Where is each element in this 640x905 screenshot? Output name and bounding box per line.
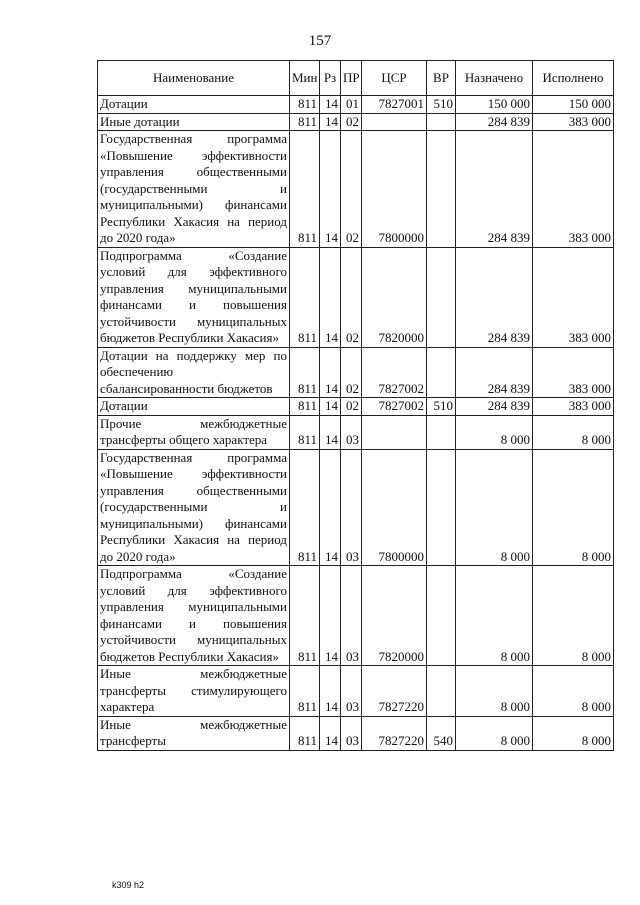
- row-executed-cell: 383 000: [533, 247, 614, 347]
- row-name-cell: Прочие межбюджетные трансферты общего характера: [98, 415, 290, 449]
- row-name-cell: Дотации: [98, 96, 290, 114]
- row-name-cell: Иные дотации: [98, 113, 290, 131]
- row-min-cell: 811: [290, 247, 320, 347]
- row-min-cell: 811: [290, 131, 320, 248]
- row-csr-cell: 7827220: [362, 716, 427, 750]
- row-assigned-cell: 8 000: [456, 415, 533, 449]
- row-executed-cell: 8 000: [533, 666, 614, 717]
- table-row: [98, 716, 614, 750]
- header-min: Мин: [290, 61, 320, 96]
- row-csr-cell: 7827002: [362, 347, 427, 398]
- row-name-cell: Иные межбюджетные трансферты стимулирующего характера: [98, 666, 290, 717]
- row-pr-cell: 03: [341, 566, 362, 666]
- header-csr: ЦСР: [362, 61, 427, 96]
- row-pr-cell: 03: [341, 716, 362, 750]
- row-assigned-cell: 8 000: [456, 716, 533, 750]
- row-pr-cell: 02: [341, 113, 362, 131]
- table-row: [98, 666, 614, 717]
- row-csr-cell: 7820000: [362, 247, 427, 347]
- row-csr-cell: 7800000: [362, 449, 427, 566]
- row-name-cell: Иные межбюджетные трансферты: [98, 716, 290, 750]
- row-min-cell: 811: [290, 666, 320, 717]
- row-min-cell: 811: [290, 113, 320, 131]
- row-vr-cell: [427, 449, 456, 566]
- table-row: [98, 415, 614, 449]
- row-rz-cell: 14: [320, 398, 341, 416]
- table-body: [98, 96, 614, 751]
- row-csr-cell: 7827001: [362, 96, 427, 114]
- row-vr-cell: [427, 415, 456, 449]
- row-pr-cell: 02: [341, 247, 362, 347]
- row-assigned-cell: 284 839: [456, 131, 533, 248]
- row-pr-cell: 02: [341, 347, 362, 398]
- row-rz-cell: 14: [320, 566, 341, 666]
- row-rz-cell: 14: [320, 247, 341, 347]
- row-name-cell: Дотации: [98, 398, 290, 416]
- row-name-cell: Государственная программа «Повышение эффективности управления общественными (государственными и муниципальными) финансами Республики Хакасия на период до 2020 года»: [98, 449, 290, 566]
- header-vr: ВР: [427, 61, 456, 96]
- row-csr-cell: 7827002: [362, 398, 427, 416]
- row-vr-cell: 510: [427, 398, 456, 416]
- header-executed: Исполнено: [533, 61, 614, 96]
- row-assigned-cell: 150 000: [456, 96, 533, 114]
- header-name: Наименование: [98, 61, 290, 96]
- row-rz-cell: 14: [320, 347, 341, 398]
- row-vr-cell: [427, 666, 456, 717]
- table-row: [98, 131, 614, 248]
- table-row: [98, 566, 614, 666]
- row-csr-cell: [362, 415, 427, 449]
- footer-code: k309 h2: [112, 880, 145, 890]
- row-assigned-cell: 284 839: [456, 347, 533, 398]
- table-row: [98, 96, 614, 114]
- row-name-cell: Дотации на поддержку мер по обеспечению сбалансированности бюджетов: [98, 347, 290, 398]
- row-csr-cell: [362, 113, 427, 131]
- row-rz-cell: 14: [320, 96, 341, 114]
- row-assigned-cell: 284 839: [456, 398, 533, 416]
- row-min-cell: 811: [290, 415, 320, 449]
- row-executed-cell: 150 000: [533, 96, 614, 114]
- row-rz-cell: 14: [320, 716, 341, 750]
- table-header-row: [98, 61, 614, 96]
- table-row: [98, 247, 614, 347]
- table-row: [98, 398, 614, 416]
- row-assigned-cell: 284 839: [456, 113, 533, 131]
- header-assigned: Назначено: [456, 61, 533, 96]
- row-vr-cell: [427, 131, 456, 248]
- row-pr-cell: 03: [341, 415, 362, 449]
- row-pr-cell: 01: [341, 96, 362, 114]
- row-csr-cell: 7820000: [362, 566, 427, 666]
- row-vr-cell: 540: [427, 716, 456, 750]
- row-min-cell: 811: [290, 96, 320, 114]
- header-pr: ПР: [341, 61, 362, 96]
- row-rz-cell: 14: [320, 131, 341, 248]
- row-vr-cell: 510: [427, 96, 456, 114]
- row-vr-cell: [427, 113, 456, 131]
- row-assigned-cell: 8 000: [456, 566, 533, 666]
- budget-table: [97, 60, 614, 751]
- table-row: [98, 449, 614, 566]
- row-assigned-cell: 8 000: [456, 666, 533, 717]
- row-pr-cell: 02: [341, 398, 362, 416]
- row-executed-cell: 8 000: [533, 415, 614, 449]
- row-pr-cell: 02: [341, 131, 362, 248]
- row-executed-cell: 383 000: [533, 113, 614, 131]
- row-rz-cell: 14: [320, 113, 341, 131]
- row-min-cell: 811: [290, 566, 320, 666]
- row-executed-cell: 383 000: [533, 398, 614, 416]
- row-name-cell: Подпрограмма «Создание условий для эффективного управления муниципальными финансами и повышения устойчивости муниципальных бюджетов Республики Хакасия»: [98, 247, 290, 347]
- row-executed-cell: 8 000: [533, 566, 614, 666]
- row-pr-cell: 03: [341, 666, 362, 717]
- row-name-cell: Государственная программа «Повышение эффективности управления общественными (государственными и муниципальными) финансами Республики Хакасия на период до 2020 года»: [98, 131, 290, 248]
- row-rz-cell: 14: [320, 666, 341, 717]
- row-executed-cell: 383 000: [533, 347, 614, 398]
- page-number: 157: [308, 33, 332, 49]
- row-csr-cell: 7800000: [362, 131, 427, 248]
- row-csr-cell: 7827220: [362, 666, 427, 717]
- row-min-cell: 811: [290, 716, 320, 750]
- table-row: [98, 113, 614, 131]
- row-pr-cell: 03: [341, 449, 362, 566]
- row-assigned-cell: 8 000: [456, 449, 533, 566]
- row-vr-cell: [427, 566, 456, 666]
- row-executed-cell: 8 000: [533, 716, 614, 750]
- row-executed-cell: 383 000: [533, 131, 614, 248]
- row-rz-cell: 14: [320, 415, 341, 449]
- row-min-cell: 811: [290, 449, 320, 566]
- header-rz: Рз: [320, 61, 341, 96]
- row-vr-cell: [427, 347, 456, 398]
- table-row: [98, 347, 614, 398]
- row-vr-cell: [427, 247, 456, 347]
- row-min-cell: 811: [290, 398, 320, 416]
- row-name-cell: Подпрограмма «Создание условий для эффективного управления муниципальными финансами и повышения устойчивости муниципальных бюджетов Республики Хакасия»: [98, 566, 290, 666]
- row-rz-cell: 14: [320, 449, 341, 566]
- row-min-cell: 811: [290, 347, 320, 398]
- row-assigned-cell: 284 839: [456, 247, 533, 347]
- row-executed-cell: 8 000: [533, 449, 614, 566]
